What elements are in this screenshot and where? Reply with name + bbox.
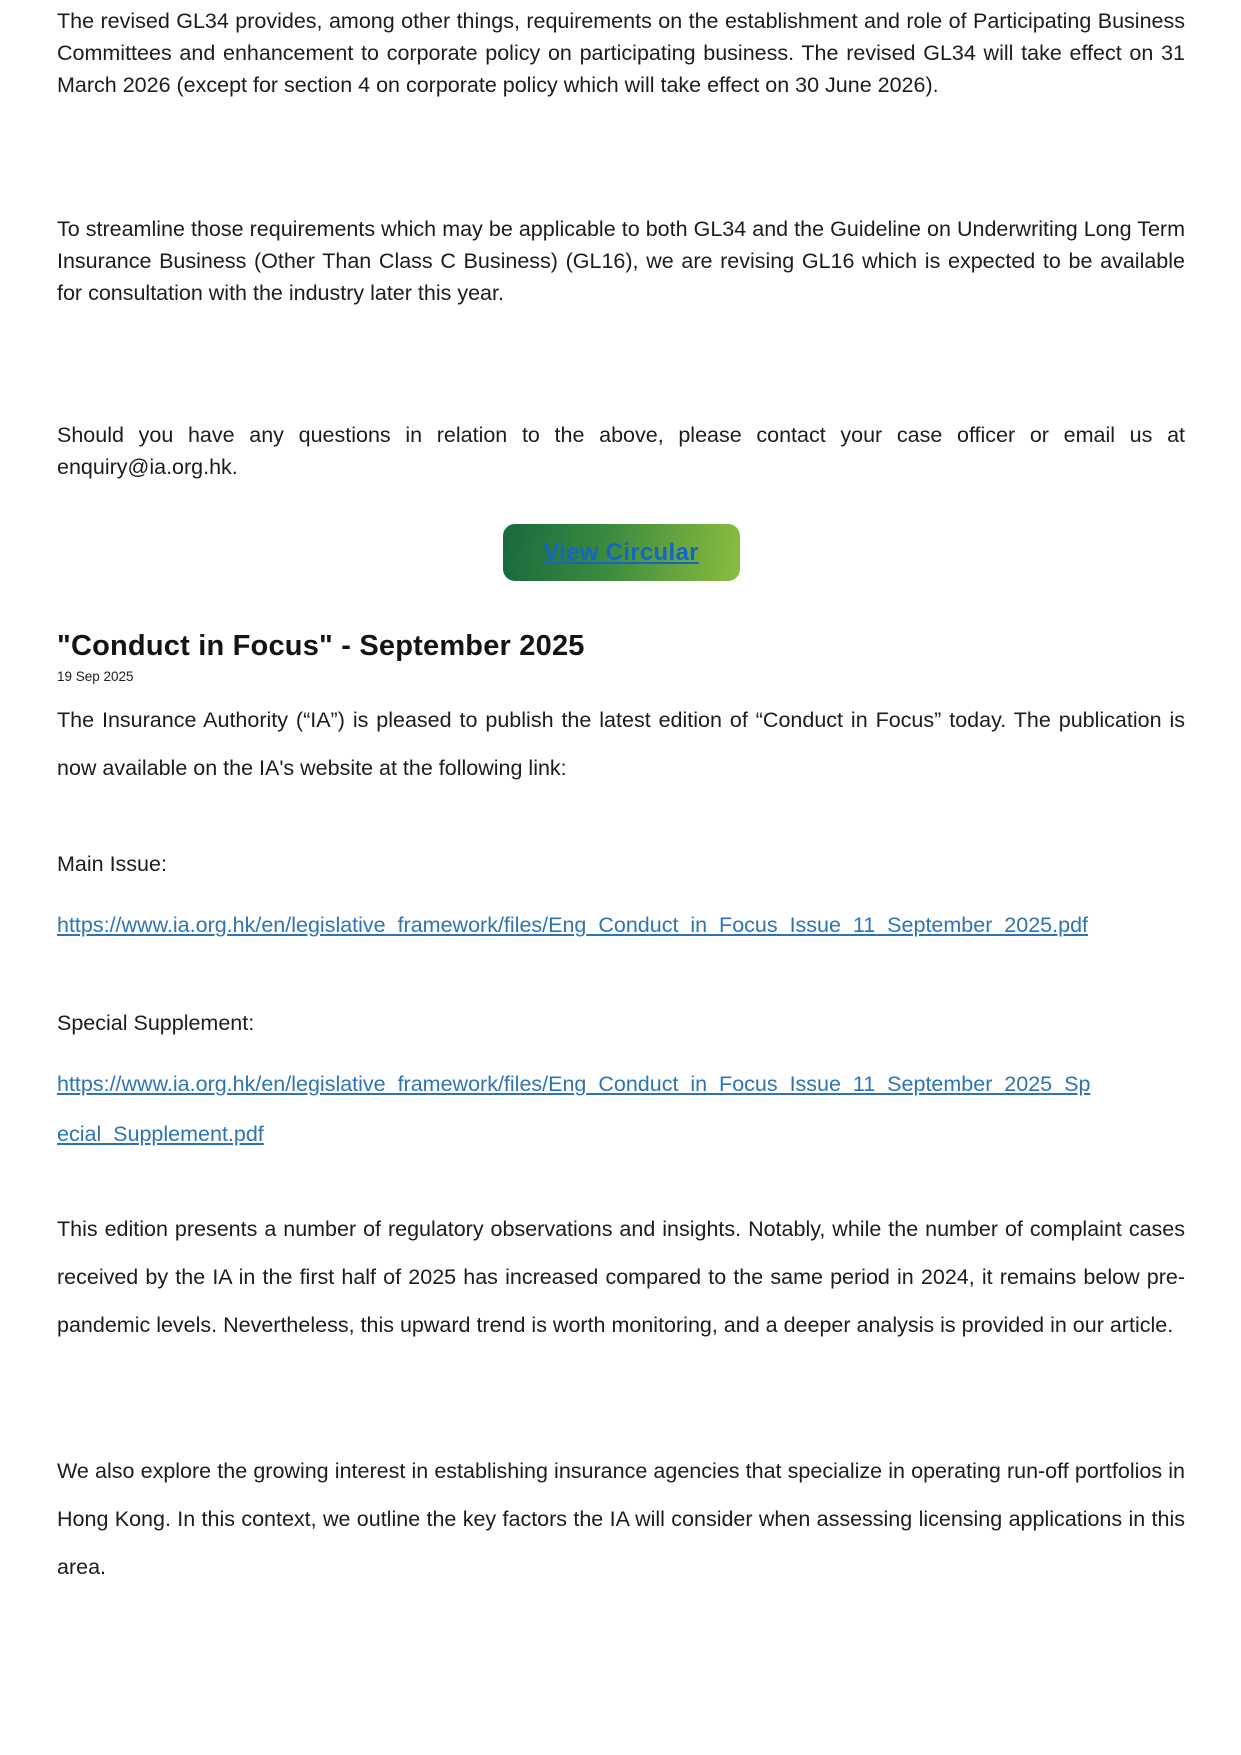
- intro-paragraph: The Insurance Authority (“IA”) is pleased to publish the latest edition of “Conduct in Focus” today. The publication is now available on the IA's website at the following link:: [57, 708, 1185, 780]
- contact-paragraph: Should you have any questions in relation to the above, please contact your case officer or email us at enquiry@ia.org.hk.: [57, 423, 1185, 479]
- article-date: 19 Sep 2025: [57, 669, 134, 684]
- observations-paragraph: This edition presents a number of regulatory observations and insights. Notably, while the number of complaint cases received by the IA in the first half of 2025 has increased compared to the same period in 2024, it remains below pre-pandemic levels. Nevertheless, this upward trend is worth monitoring, and a deeper analysis is provided in our article.: [57, 1217, 1185, 1337]
- special-supplement-label: Special Supplement:: [57, 1011, 255, 1035]
- main-issue-link[interactable]: https://www.ia.org.hk/en/legislative_framework/files/Eng_Conduct_in_Focus_Issue_11_September_2025.pdf: [57, 913, 1089, 937]
- view-circular-button[interactable]: [503, 524, 740, 581]
- main-issue-label: Main Issue:: [57, 852, 167, 876]
- button-row: [57, 524, 1185, 581]
- special-supplement-link[interactable]: https://www.ia.org.hk/en/legislative_framework/files/Eng_Conduct_in_Focus_Issue_11_September_2025_Special_Supplement.pdf: [57, 1072, 1091, 1146]
- gl34-effective-paragraph: The revised GL34 provides, among other things, requirements on the establishment and role of Participating Business Committees and enhancement to corporate policy on participating business. The revised GL34 will take effect on 31 March 2026 (except for section 4 on corporate policy which will take effect on 30 June 2026).: [57, 9, 1185, 97]
- runoff-paragraph: We also explore the growing interest in establishing insurance agencies that specialize in operating run-off portfolios in Hong Kong. In this context, we outline the key factors the IA will consider when assessing licensing applications in this area.: [57, 1459, 1185, 1579]
- article-title: "Conduct in Focus" - September 2025: [57, 630, 585, 662]
- view-circular-link[interactable]: View Circular: [543, 538, 699, 566]
- gl16-revision-paragraph: To streamline those requirements which may be applicable to both GL34 and the Guideline on Underwriting Long Term Insurance Business (Other Than Class C Business) (GL16), we are revising GL16 which is expected to be available for consultation with the industry later this year.: [57, 217, 1185, 305]
